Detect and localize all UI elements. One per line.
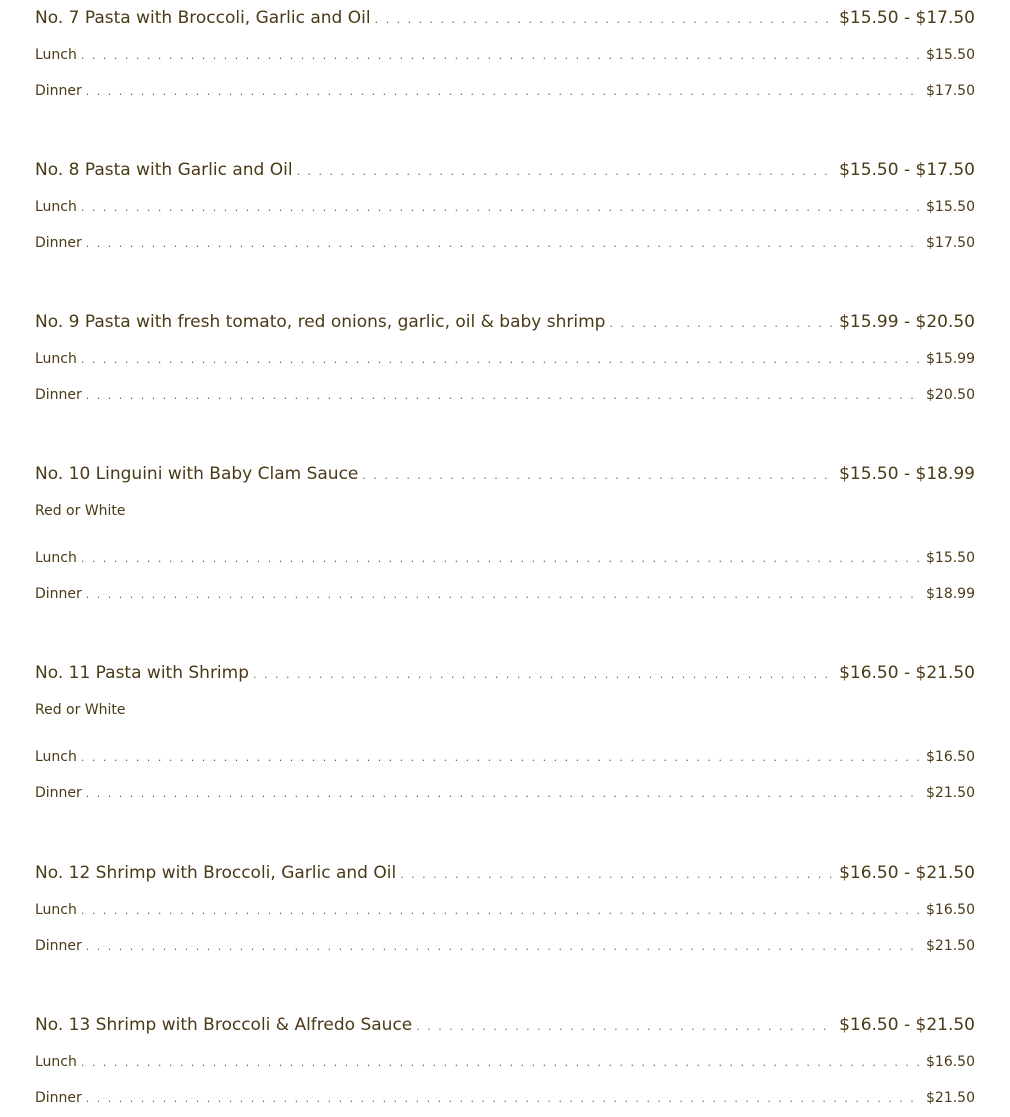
dinner-label: Dinner [35,1090,82,1106]
menu-item-title: No. 8 Pasta with Garlic and Oil [35,160,293,180]
lunch-label: Lunch [35,199,77,215]
dinner-price: $17.50 [926,83,975,99]
dinner-price: $17.50 [926,235,975,251]
menu-item-price-range: $15.99 - $20.50 [839,312,975,332]
dot-leader [375,1,835,38]
menu-item-price-range: $15.50 - $17.50 [839,160,975,180]
dot-leader [81,1045,922,1081]
lunch-label: Lunch [35,550,77,566]
dot-leader [400,856,835,893]
menu-item-title-row [35,152,975,189]
dot-leader [86,226,922,262]
menu-item-title-row [35,655,975,692]
dot-leader [297,153,836,190]
lunch-label: Lunch [35,902,77,918]
menu-item-title: No. 9 Pasta with fresh tomato, red onions, garlic, oil & baby shrimp [35,312,606,332]
menu-item [35,1007,975,1116]
menu-item-title: No. 13 Shrimp with Broccoli & Alfredo Sauce [35,1015,413,1035]
lunch-row [35,540,975,576]
dinner-label: Dinner [35,235,82,251]
dot-leader [86,378,922,414]
lunch-price: $16.50 [926,902,975,918]
dot-leader [86,1081,922,1117]
dinner-row [35,73,975,109]
lunch-row [35,37,975,73]
dot-leader [86,929,922,965]
dot-leader [86,74,922,110]
dinner-label: Dinner [35,938,82,954]
menu-item-title-row [35,1007,975,1044]
dinner-price: $20.50 [926,387,975,403]
dinner-row [35,576,975,612]
menu-item-description: Red or White [35,702,126,718]
dinner-row [35,775,975,811]
menu-item-description: Red or White [35,503,126,519]
menu-item-title: No. 7 Pasta with Broccoli, Garlic and Oil [35,8,371,28]
lunch-row [35,1044,975,1080]
lunch-row [35,341,975,377]
lunch-price: $15.50 [926,47,975,63]
menu-item-title-row [35,855,975,892]
menu-item [35,152,975,261]
dot-leader [81,740,922,776]
dot-leader [86,577,922,613]
dot-leader [81,38,922,74]
lunch-label: Lunch [35,749,77,765]
lunch-price: $15.50 [926,199,975,215]
menu-item [35,655,975,811]
dinner-price: $21.50 [926,938,975,954]
menu-item-title-row [35,304,975,341]
dinner-row [35,928,975,964]
dot-leader [86,776,922,812]
dot-leader [81,190,922,226]
menu-item [35,304,975,413]
menu-item-price-range: $16.50 - $21.50 [839,863,975,883]
lunch-row [35,189,975,225]
lunch-label: Lunch [35,351,77,367]
lunch-price: $16.50 [926,749,975,765]
lunch-row [35,892,975,928]
menu-item-title: No. 11 Pasta with Shrimp [35,663,250,683]
lunch-label: Lunch [35,47,77,63]
dot-leader [81,893,922,929]
dinner-price: $18.99 [926,586,975,602]
menu-item-price-range: $16.50 - $21.50 [839,663,975,683]
dot-leader [81,541,922,577]
menu-item-price-range: $16.50 - $21.50 [839,1015,975,1035]
dot-leader [416,1008,835,1045]
lunch-price: $15.99 [926,351,975,367]
dinner-label: Dinner [35,586,82,602]
menu-item [35,855,975,964]
dinner-label: Dinner [35,387,82,403]
lunch-row [35,739,975,775]
dinner-row [35,225,975,261]
menu-item-price-range: $15.50 - $17.50 [839,8,975,28]
dinner-label: Dinner [35,785,82,801]
menu-item-title: No. 10 Linguini with Baby Clam Sauce [35,464,359,484]
lunch-price: $15.50 [926,550,975,566]
dot-leader [362,457,835,494]
dinner-label: Dinner [35,83,82,99]
dinner-row [35,1080,975,1116]
dinner-price: $21.50 [926,1090,975,1106]
lunch-label: Lunch [35,1054,77,1070]
dot-leader [609,305,835,342]
dinner-row [35,377,975,413]
menu-item [35,0,975,109]
lunch-price: $16.50 [926,1054,975,1070]
dot-leader [253,656,835,693]
menu-item-title-row [35,0,975,37]
menu-item [35,456,975,612]
dinner-price: $21.50 [926,785,975,801]
menu-item-title-row [35,456,975,493]
menu-item-price-range: $15.50 - $18.99 [839,464,975,484]
menu-item-title: No. 12 Shrimp with Broccoli, Garlic and Oil [35,863,397,883]
dot-leader [81,342,922,378]
